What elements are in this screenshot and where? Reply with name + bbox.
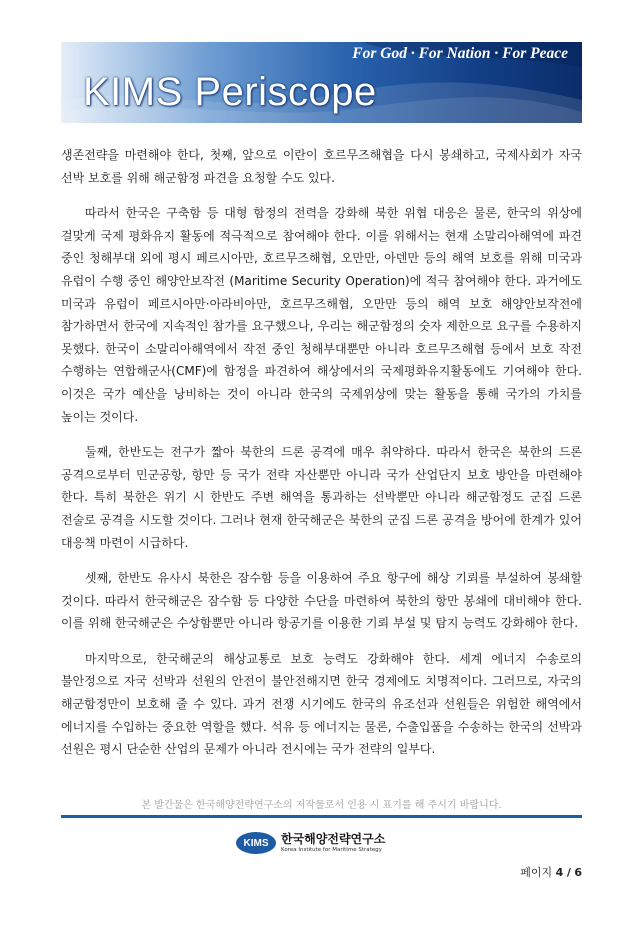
footer-divider: [61, 815, 582, 818]
page-current: 4: [555, 866, 564, 879]
paragraph-4: 셋째, 한반도 유사시 북한은 잠수함 등을 이용하여 주요 항구에 해상 기뢰를 부설하여 봉쇄할 것이다. 따라서 한국해군은 잠수함 등 다양한 수단을 마련하여 북한의 항만 봉쇄에 대비해야 한다. 이를 위해 한국해군은 수상함뿐만 아니라 항공기를 이용한 기뢰 부설 및 탐지 능력도 강화해야 한다.: [61, 571, 582, 631]
paragraph-3: 둘째, 한반도는 전구가 짧아 북한의 드론 공격에 매우 취약하다. 따라서 한국은 북한의 드론 공격으로부터 민군공항, 항만 등 국가 전략 자산뿐만 아니라 국가 산업단지 보호 방안을 마련해야 한다. 특히 북한은 위기 시 한반도 주변 해역을 통과하는 선박뿐만 아니라 해군함정도 군집 드론 전술로 공격을 시도할 것이다. 그러나 현재 한국해군은 북한의 군집 드론 공격을 방어에 한계가 있어 대응책 마련이 시급하다.: [61, 445, 582, 550]
header-banner: [61, 42, 582, 123]
page-label: 페이지: [520, 866, 553, 879]
paragraph-5: 마지막으로, 한국해군의 해상교통로 보호 능력도 강화해야 한다. 세계 에너지 수송로의 불안정으로 자국 선박과 선원의 안전이 불안전해지면 한국 경제에도 치명적이다. 그러므로, 자국의 해군함정만이 보호해 줄 수 있다. 과거 전쟁 시기에도 한국의 유조선과 선원들은 위험한 해역에서 에너지를 수입하는 중요한 역할을 했다. 석유 등 에너지는 물론, 수출입품을 수송하는 한국의 선박과 선원은 평시 단순한 산업의 문제가 아니라 전시에는 국가 전략의 일부다.: [61, 651, 582, 757]
institute-logo: [236, 829, 385, 857]
publication-title: KIMS Periscope: [83, 70, 377, 114]
institute-name-english: Korea Institute for Maritime Strategy: [281, 847, 382, 853]
banner-motto: For God · For Nation · For Peace: [352, 45, 568, 62]
page-separator: /: [566, 866, 571, 879]
institute-name-korean: 한국해양전략연구소: [281, 832, 386, 846]
logo-text: [281, 832, 385, 854]
copyright-notice: 본 발간물은 한국해양전략연구소의 저작물로서 인용 시 표기를 해 주시기 바랍니다.: [141, 800, 502, 811]
page-total: 6: [574, 866, 582, 879]
paragraph-1: 생존전략을 마련해야 한다, 첫째, 앞으로 이란이 호르무즈해협을 다시 봉쇄하고, 국제사회가 자국 선박 보호를 위해 해군함정 파견을 요청할 수도 있다.: [61, 148, 582, 185]
paragraph-2: 따라서 한국은 구축함 등 대형 함정의 전력을 강화해 북한 위협 대응은 물론, 한국의 위상에 걸맞게 국제 평화유지 활동에 적극적으로 참여해야 한다. 이를 위해서는 현재 소말리아해역에 파견 중인 청해부대 외에 평시 페르시아만, 호르무즈해협, 오만만, 아덴만 등의 해역 보호를 위해 미국과 유럽이 수행 중인 해양안보작전 (Maritime Security Operation)에 적극 참여해야 한다. 과거에도 미국과 유럽이 페르시아만·아라비아만, 호르무즈해협, 오만만 등의 해역 보호 해양안보작전에 참가하면서 한국에 지속적인 참가를 요구했으나, 우리는 해군함정의 숫자 제한으로 요구를 수용하지 못했다. 한국이 소말리아해역에서 작전 중인 청해부대뿐만 아니라 호르무즈해협 등에서 보호 작전 수행하는 연합해군사(CMF)에 함정을 파견하여 해상에서의 국제평화유지활동에도 기여해야 한다. 이것은 국가 예산을 낭비하는 것이 아니라 한국의 국제위상에 맞는 활동을 통해 국가의 가치를 높이는 것이다.: [61, 206, 582, 424]
page-number: [520, 864, 582, 880]
article-body: [61, 144, 582, 774]
kims-logo-mark: KIMS: [236, 832, 276, 854]
